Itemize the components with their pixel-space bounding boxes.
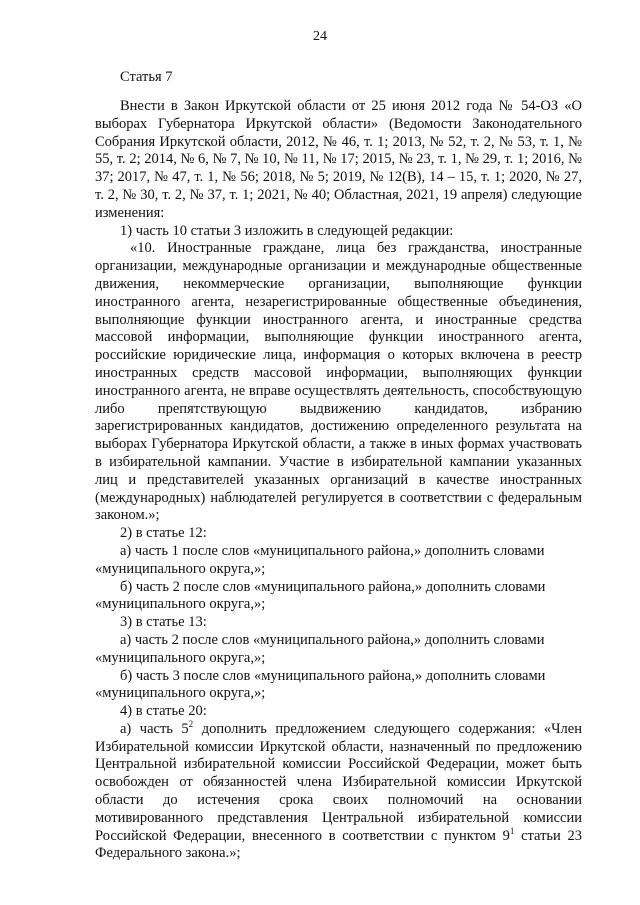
item-4-a-superscript: 2: [188, 719, 194, 730]
item-3-b-line1: б) часть 3 после слов «муниципального района,» дополнить словами: [120, 667, 546, 684]
page-number: 24: [313, 29, 327, 44]
item-3-b-line2: «муниципального округа,»;: [95, 685, 266, 702]
intro-paragraph: Внести в Закон Иркутской области от 25 июня 2012 года № 54-ОЗ «О выборах Губернатора Иркутской области» (Ведомости Законодательного Собрания Иркутской области, 2012, № 46, т. 1; 2013, № 52, т. 2, № 53, т. 1, № 55, т. 2; 2014, № 6, № 7, № 10, № 11, № 17; 2015, № 23, т. 1, № 29, т. 1; 2016, № 37; 2017, № 47, т. 1, № 56; 2018, № 5; 2019, № 12(В), 14 – 15, т. 1; 2020, № 27, т. 2, № 30, т. 2, № 37, т. 1; 2021, № 40; Областная, 2021, 19 апреля) следующие изменения:: [95, 98, 582, 221]
item-4-a-superscript-2: 1: [509, 825, 515, 836]
document-body: [95, 98, 582, 863]
item-2-a-line1: а) часть 1 после слов «муниципального района,» дополнить словами: [120, 542, 545, 559]
item-2-a-line2: «муниципального округа,»;: [95, 560, 266, 577]
item-3-a-line1: а) часть 2 после слов «муниципального района,» дополнить словами: [120, 631, 545, 648]
item-2: 2) в статье 12:: [120, 525, 207, 542]
item-4: 4) в статье 20:: [120, 703, 207, 720]
item-1: 1) часть 10 статьи 3 изложить в следующей редакции:: [120, 222, 454, 239]
item-3-a-line2: «муниципального округа,»;: [95, 649, 266, 666]
item-3: 3) в статье 13:: [120, 614, 207, 631]
item-4-a-suffix: статьи 23 Федерального закона.»;: [95, 827, 582, 862]
item-2-b-line1: б) часть 2 после слов «муниципального района,» дополнить словами: [120, 578, 546, 595]
item-1-quote: «10. Иностранные граждане, лица без гражданства, иностранные организации, международные организации и международные общественные движения, некоммерческие организации, выполняющие функции иностранного агента, незарегистрированные общественные объединения, выполняющие функции иностранного агента, и иностранные средства массовой информации, выполняющие функции иностранного агента, российские юридические лица, информация о которых включена в реестр иностранных средств массовой информации, выполняющих функции иностранного агента, не вправе осуществлять деятельность, способствующую либо препятствующую выдвижению кандидатов, избранию зарегистрированных кандидатов, достижению определенного результата на выборах Губернатора Иркутской области, а также в иных формах участвовать в избирательной кампании. Участие в избирательной кампании указанных лиц и представителей указанных организаций в качестве иностранных (международных) наблюдателей регулируется в соответствии с федеральным законом.»;: [95, 240, 582, 524]
article-title: Статья 7: [120, 69, 173, 85]
item-2-b-line2: «муниципального округа,»;: [95, 596, 266, 613]
item-4-a-text: дополнить предложением следующего содержания: «Член Избирательной комиссии Иркутской области, назначенный по предложению Центральной избирательной комиссии Российской Федерации, может быть освобожден от обязанностей члена Избирательной комиссии Иркутской области до истечения срока своих полномочий на основании мотивированного представления Центральной избирательной комиссии Российской Федерации, внесенного в соответствии с пунктом 9: [95, 720, 582, 844]
item-4-a-prefix: а) часть 5: [120, 720, 189, 737]
item-4-a-paragraph: [95, 721, 582, 863]
